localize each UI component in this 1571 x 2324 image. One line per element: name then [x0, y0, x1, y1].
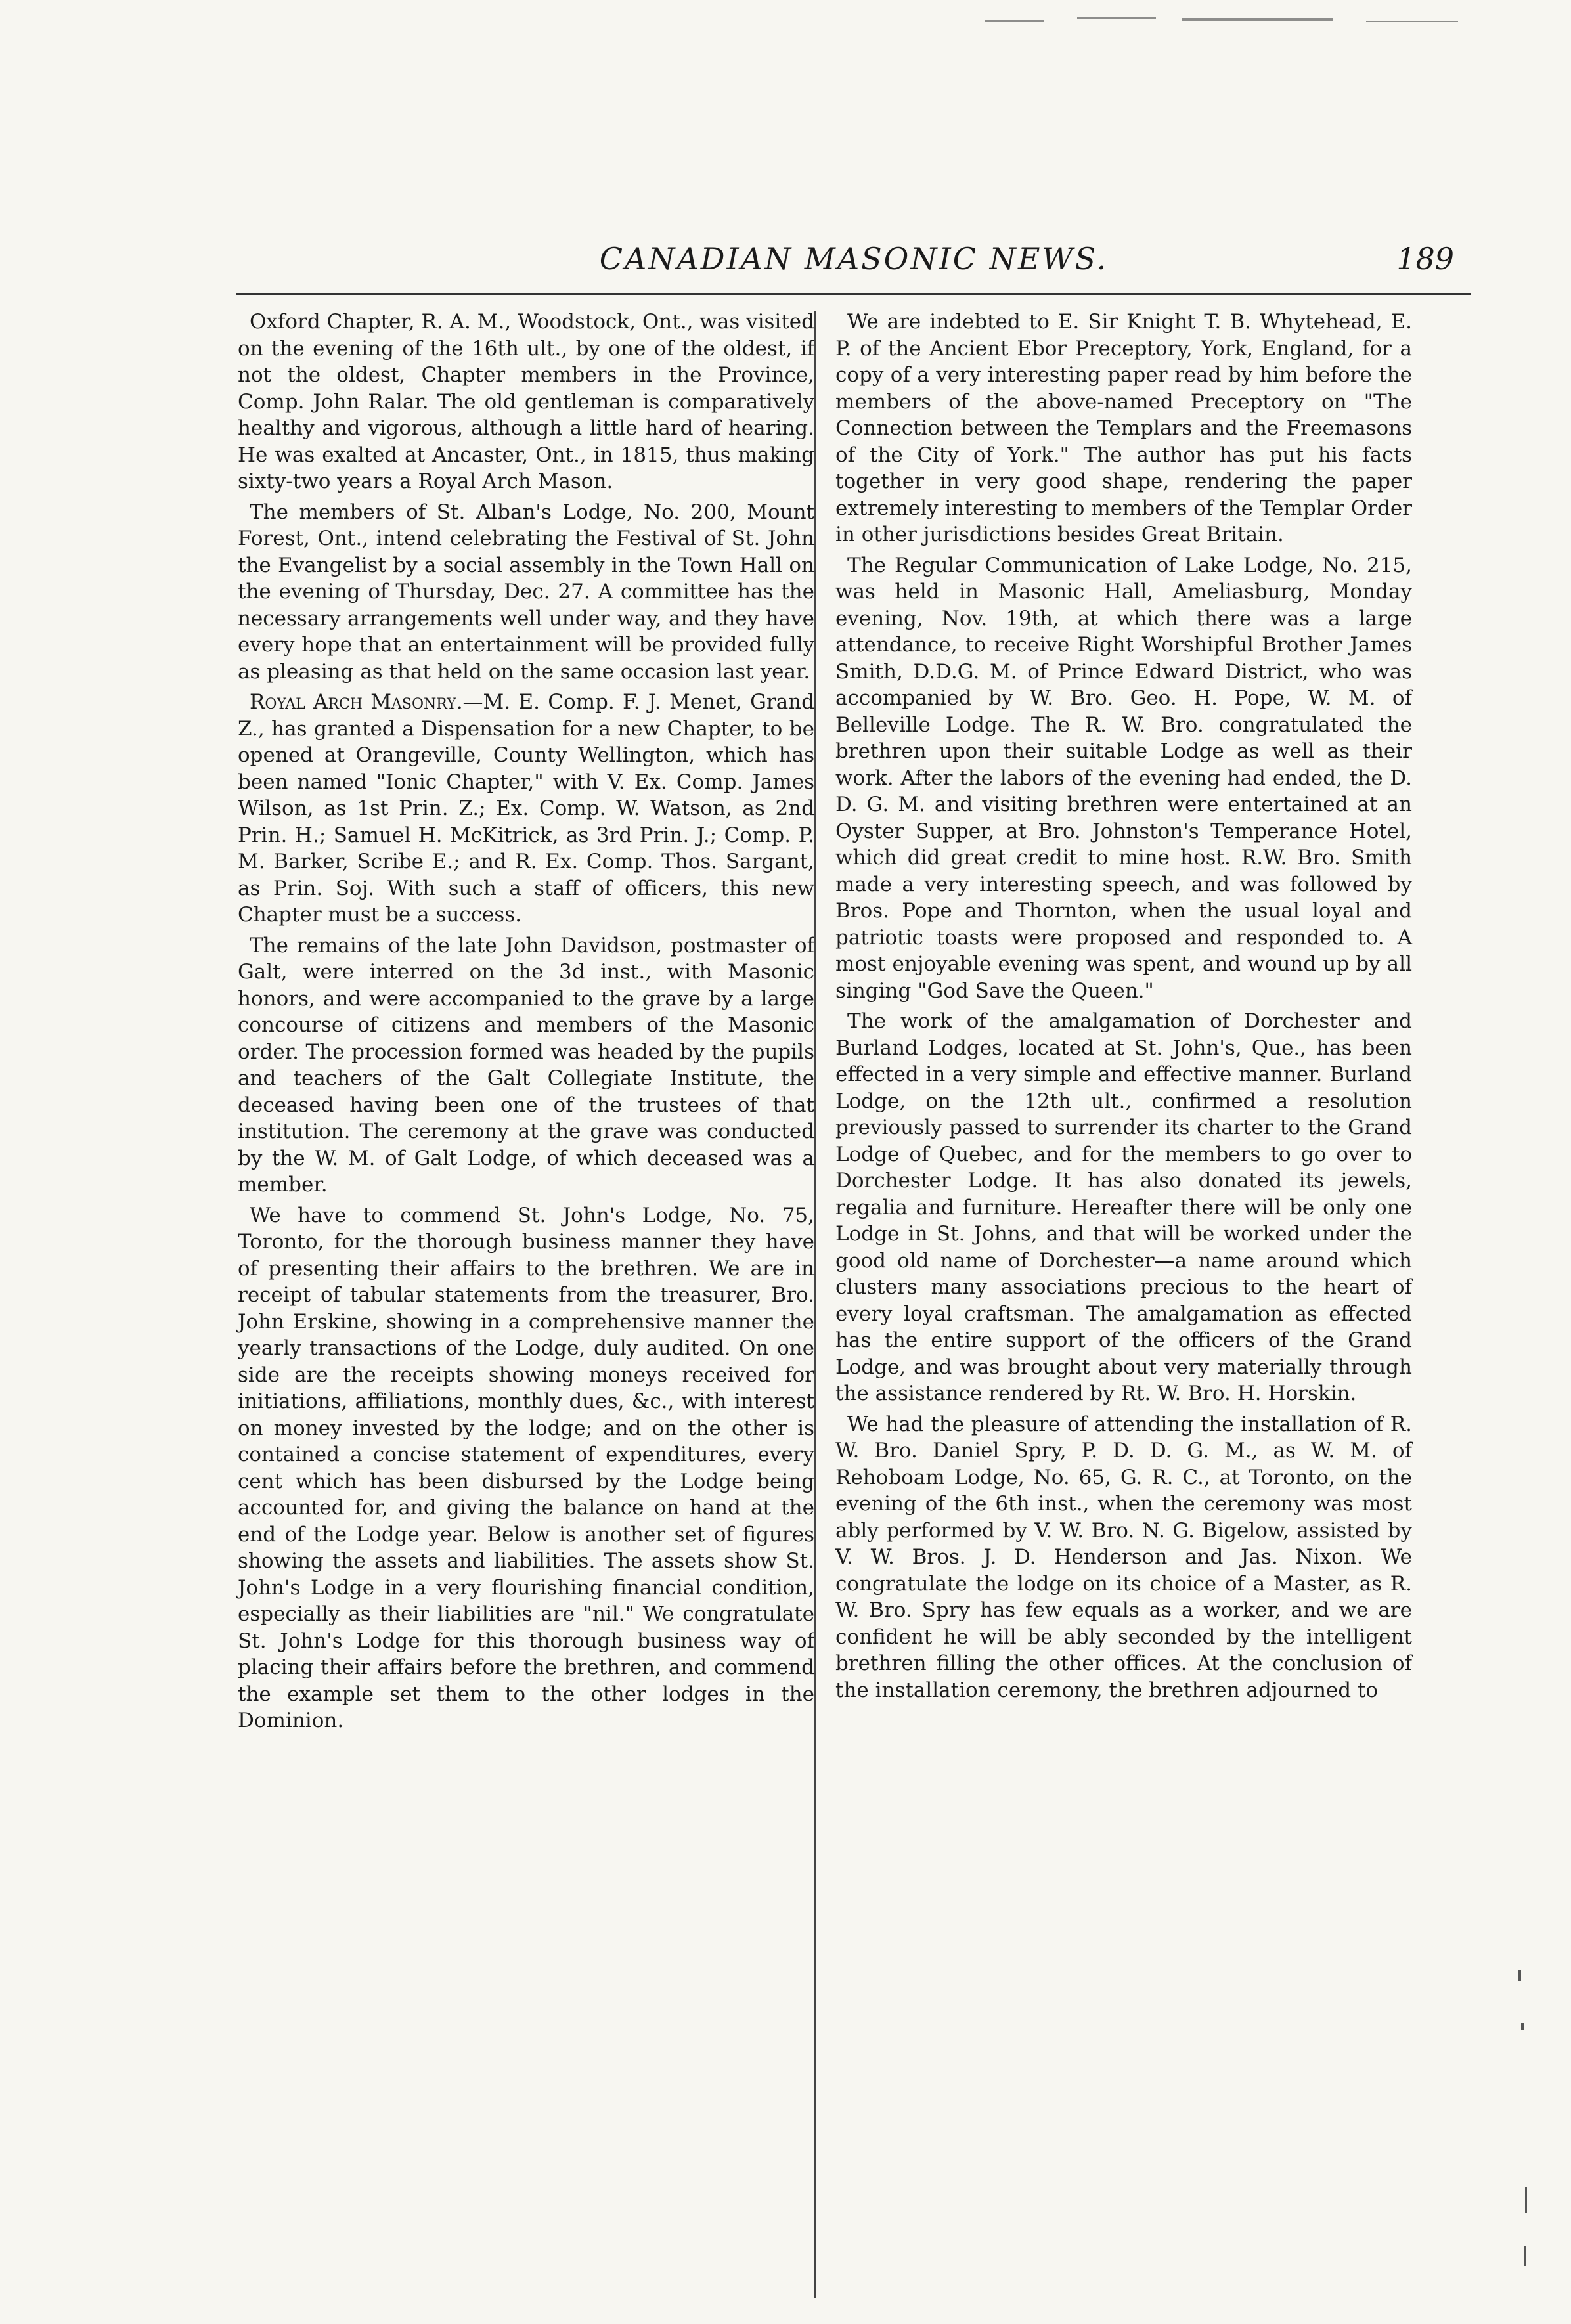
paragraph-john-davidson: The remains of the late John Davidson, postmaster of Galt, were interred on the 3d inst., with Masonic honors, and were accompanied to the grave by a large concourse of citizens and members of the Masonic order. The procession formed was headed by the pupils and teachers of the Galt Collegiate Institute, the deceased having been one of the trustees of that institution. The ceremony at the grave was conducted by the W. M. of Galt Lodge, of which deceased was a member.: [238, 933, 814, 1196]
scan-artifact: [1366, 21, 1458, 22]
page-number: 189: [1396, 241, 1454, 276]
margin-speck: [1524, 2246, 1526, 2266]
paragraph-rehoboam-installation: We had the pleasure of attending the installation of R. W. Bro. Daniel Spry, P. D. D. G. M., as W. M. of Rehoboam Lodge, No. 65, G. R. C., at Toronto, on the evening of the 6th inst., when the ceremony was most ably performed by V. W. Bro. N. G. Bigelow, assisted by V. W. Bros. J. D. Henderson and Jas. Nixon. We congratulate the lodge on its choice of a Master, as R. W. Bro. Spry has few equals as a worker, and we are confident he will be ably seconded by the intelligent brethren filling the other offices. At the conclusion of the installation ceremony, the brethren adjourned to: [835, 1412, 1412, 1702]
paragraph-st-albans-lodge: The members of St. Alban's Lodge, No. 200, Mount Forest, Ont., intend celebrating the Festival of St. John the Evangelist by a social assembly in the Town Hall on the evening of Thursday, Dec. 27. A committee has the necessary arrangements well under way, and they have every hope that an entertainment will be provided fully as pleasing as that held on the same occasion last year.: [238, 500, 814, 684]
paragraph-dorchester-amalgamation: The work of the amalgamation of Dorchester and Burland Lodges, located at St. John's, Que., has been effected in a very simple and effective manner. Burland Lodge, on the 12th ult., confirmed a resolution previously passed to surrender its charter to the Grand Lodge of Quebec, and for the members to go over to Dorchester Lodge. It has also donated its jewels, regalia and furniture. Hereafter there will be only one Lodge in St. Johns, and that will be worked under the good old name of Dorchester—a name around which clusters many associations precious to the heart of every loyal craftsman. The amalgamation as effected has the entire support of the officers of the Grand Lodge, and was brought about very materially through the assistance rendered by Rt. W. Bro. H. Horskin.: [835, 1009, 1412, 1405]
paragraph-lead-in: Royal Arch Masonry.: [250, 690, 463, 714]
paragraph-st-johns-lodge: We have to commend St. John's Lodge, No. 75, Toronto, for the thorough business manner they have of presenting their affairs to the brethren. We are in receipt of tabular statements from the treasurer, Bro. John Erskine, showing in a comprehensive manner the yearly transactions of the Lodge, duly audited. On one side are the receipts showing moneys received for initiations, affiliations, monthly dues, &c., with interest on money invested by the lodge; and on the other is contained a concise statement of expenditures, every cent which has been disbursed by the Lodge being accounted for, and giving the balance on hand at the end of the Lodge year. Below is another set of figures showing the assets and liabilities. The assets show St. John's Lodge in a very flourishing financial condition, especially as their liabilities are "nil." We congratulate St. John's Lodge for this thorough business way of placing their affairs before the brethren, and commend the example set them to the other lodges in the Dominion.: [238, 1203, 814, 1732]
header-rule: [236, 293, 1471, 295]
margin-speck: [1521, 2023, 1524, 2030]
scan-artifact: [1077, 17, 1156, 19]
column-divider: [814, 311, 816, 2298]
margin-speck: [1518, 1970, 1521, 1981]
paragraph-ebor-preceptory: We are indebted to E. Sir Knight T. B. Whytehead, E. P. of the Ancient Ebor Preceptory, York, England, for a copy of a very interesting paper read by him before the members of the above-named Preceptory on "The Connection between the Templars and the Freemasons of the City of York." The author has put his facts together in very good shape, rendering the paper extremely interesting to members of the Templar Order in other jurisdictions besides Great Britain.: [835, 310, 1412, 546]
margin-speck: [1525, 2187, 1527, 2213]
paragraph-body: —M. E. Comp. F. J. Menet, Grand Z., has granted a Dispensation for a new Chapter, to be opened at Orangeville, County Wellington, which has been named "Ionic Chapter," with V. Ex. Comp. James Wilson, as 1st Prin. Z.; Ex. Comp. W. Watson, as 2nd Prin. H.; Samuel H. McKitrick, as 3rd Prin. J.; Comp. P. M. Barker, Scribe E.; and R. Ex. Comp. Thos. Sargant, as Prin. Soj. With such a staff of officers, this new Chapter must be a success.: [238, 690, 814, 927]
paragraph-royal-arch-masonry: [238, 689, 814, 929]
running-head: [236, 239, 1471, 278]
paragraph-lake-lodge: The Regular Communication of Lake Lodge, No. 215, was held in Masonic Hall, Ameliasburg, Monday evening, Nov. 19th, at which there was a large attendance, to receive Right Worshipful Brother James Smith, D.D.G. M. of Prince Edward District, who was accompanied by W. Bro. Geo. H. Pope, W. M. of Belleville Lodge. The R. W. Bro. congratulated the brethren upon their suitable Lodge as well as their work. After the labors of the evening had ended, the D. D. G. M. and visiting brethren were entertained at an Oyster Supper, at Bro. Johnston's Temperance Hotel, which did great credit to mine host. R.W. Bro. Smith made a very interesting speech, and was followed by Bros. Pope and Thornton, when the usual loyal and patriotic toasts were proposed and responded to. A most enjoyable evening was spent, and wound up by all singing "God Save the Queen.": [835, 553, 1412, 1003]
journal-title: CANADIAN MASONIC NEWS.: [599, 241, 1109, 276]
left-column: [238, 309, 814, 1738]
right-column: [835, 309, 1412, 1707]
scan-artifact: [1182, 18, 1333, 21]
scan-artifact: [985, 20, 1044, 22]
paragraph-oxford-chapter: Oxford Chapter, R. A. M., Woodstock, Ont., was visited on the evening of the 16th ult., by one of the oldest, if not the oldest, Chapter members in the Province, Comp. John Ralar. The old gentleman is comparatively healthy and vigorous, although a little hard of hearing. He was exalted at Ancaster, Ont., in 1815, thus making sixty-two years a Royal Arch Mason.: [238, 310, 814, 493]
